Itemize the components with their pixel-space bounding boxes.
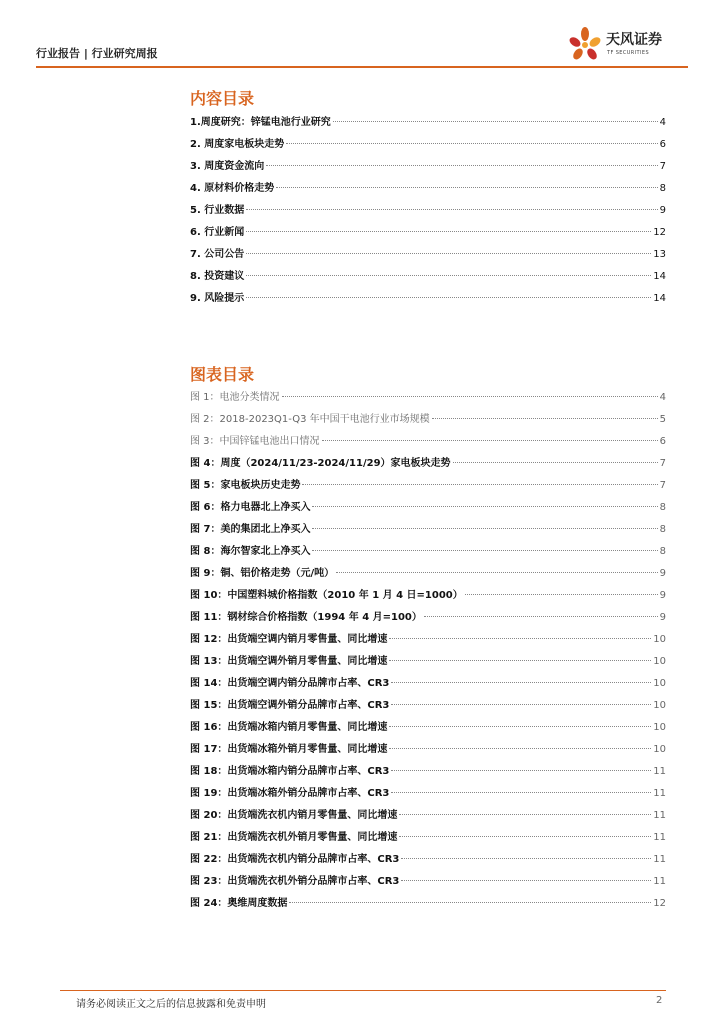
- figure-entry[interactable]: [190, 541, 666, 563]
- figure-entry-label: 图 19：出货端冰箱外销分品牌市占率、CR3: [190, 788, 390, 799]
- figure-entry-page: 4: [659, 392, 666, 403]
- toc-entry-label: 4. 原材料价格走势: [190, 183, 275, 194]
- figure-entry[interactable]: [190, 563, 666, 585]
- dot-leader: [302, 484, 657, 485]
- figure-entry-page: 10: [653, 700, 666, 711]
- dot-leader: [286, 143, 657, 144]
- toc-entry-page: 14: [653, 271, 666, 282]
- figure-entry-page: 6: [659, 436, 666, 447]
- figure-entry-page: 8: [659, 524, 666, 535]
- figure-entry-label: 图 9：铜、铝价格走势（元/吨）: [190, 568, 335, 579]
- figures-title: 图表目录: [190, 365, 255, 384]
- toc-entry-page: 13: [653, 249, 666, 260]
- figure-entry[interactable]: [190, 387, 666, 409]
- dot-leader: [289, 902, 651, 903]
- toc-entry-label: 8. 投资建议: [190, 271, 245, 282]
- figure-entry-label: 图 2：2018-2023Q1-Q3 年中国干电池行业市场规模: [190, 414, 430, 425]
- figure-entry-label: 图 5：家电板块历史走势: [190, 480, 301, 491]
- footer-divider: [60, 990, 666, 991]
- figure-entry-page: 11: [653, 876, 666, 887]
- figure-entry[interactable]: [190, 585, 666, 607]
- dot-leader: [391, 704, 651, 705]
- figure-entry-label: 图 6：格力电器北上净买入: [190, 502, 311, 513]
- figure-entry-label: 图 3：中国锌锰电池出口情况: [190, 436, 320, 447]
- dot-leader: [336, 572, 658, 573]
- toc-entry[interactable]: [190, 244, 666, 266]
- dot-leader: [246, 209, 657, 210]
- figure-entry-label: 图 20：出货端洗衣机内销月零售量、同比增速: [190, 810, 398, 821]
- toc-entry-page: 7: [659, 161, 666, 172]
- figure-entry-label: 图 12：出货端空调内销月零售量、同比增速: [190, 634, 388, 645]
- toc-entry[interactable]: [190, 266, 666, 288]
- page-number: 2: [656, 995, 663, 1006]
- figure-entry[interactable]: [190, 475, 666, 497]
- figure-entry-label: 图 23：出货端洗衣机外销分品牌市占率、CR3: [190, 876, 400, 887]
- dot-leader: [312, 550, 657, 551]
- contents-list: [190, 112, 666, 310]
- toc-entry-page: 6: [659, 139, 666, 150]
- dot-leader: [322, 440, 658, 441]
- header-divider: [36, 66, 688, 68]
- figure-entry-page: 10: [653, 744, 666, 755]
- figure-entry[interactable]: [190, 805, 666, 827]
- figure-entry-page: 10: [653, 678, 666, 689]
- figure-entry[interactable]: [190, 431, 666, 453]
- figure-entry-label: 图 1：电池分类情况: [190, 392, 280, 403]
- figure-entry-page: 9: [659, 590, 666, 601]
- figure-entry-page: 12: [653, 898, 666, 909]
- toc-entry[interactable]: [190, 288, 666, 310]
- toc-entry[interactable]: [190, 222, 666, 244]
- figure-entry-label: 图 16：出货端冰箱内销月零售量、同比增速: [190, 722, 388, 733]
- dot-leader: [424, 616, 658, 617]
- dot-leader: [391, 682, 651, 683]
- figure-entry-page: 10: [653, 634, 666, 645]
- toc-entry[interactable]: [190, 112, 666, 134]
- dot-leader: [465, 594, 658, 595]
- toc-entry-label: 2. 周度家电板块走势: [190, 139, 285, 150]
- logo-name-en: TF SECURITIES: [607, 50, 650, 56]
- figure-entry-label: 图 21：出货端洗衣机外销月零售量、同比增速: [190, 832, 398, 843]
- toc-entry-label: 3. 周度资金流向: [190, 161, 265, 172]
- figure-entry-label: 图 8：海尔智家北上净买入: [190, 546, 311, 557]
- dot-leader: [391, 792, 651, 793]
- figure-entry[interactable]: [190, 739, 666, 761]
- figure-entry-page: 10: [653, 656, 666, 667]
- dot-leader: [389, 660, 651, 661]
- figure-entry-page: 7: [659, 480, 666, 491]
- figure-entry[interactable]: [190, 695, 666, 717]
- figure-entry[interactable]: [190, 629, 666, 651]
- figure-entry-page: 7: [659, 458, 666, 469]
- figure-entry-page: 8: [659, 546, 666, 557]
- dot-leader: [312, 506, 657, 507]
- dot-leader: [246, 275, 651, 276]
- dot-leader: [389, 748, 651, 749]
- toc-entry-page: 4: [659, 117, 666, 128]
- figure-entry[interactable]: [190, 717, 666, 739]
- figure-entry[interactable]: [190, 519, 666, 541]
- dot-leader: [401, 858, 651, 859]
- dot-leader: [453, 462, 658, 463]
- figure-entry[interactable]: [190, 871, 666, 893]
- figure-entry[interactable]: [190, 607, 666, 629]
- figure-entry-page: 11: [653, 832, 666, 843]
- logo-name-cn: 天风证券: [606, 32, 662, 48]
- dot-leader: [246, 231, 651, 232]
- company-logo: [566, 24, 691, 64]
- toc-entry-page: 9: [659, 205, 666, 216]
- figure-entry[interactable]: [190, 409, 666, 431]
- figure-entry-label: 图 10：中国塑料城价格指数（2010 年 1 月 4 日=1000）: [190, 590, 463, 601]
- figure-entry-page: 9: [659, 568, 666, 579]
- figure-entry[interactable]: [190, 761, 666, 783]
- figure-entry[interactable]: [190, 453, 666, 475]
- dot-leader: [276, 187, 657, 188]
- toc-entry-label: 9. 风险提示: [190, 293, 245, 304]
- dot-leader: [391, 770, 651, 771]
- figure-entry-label: 图 15：出货端空调外销分品牌市占率、CR3: [190, 700, 390, 711]
- figure-entry[interactable]: [190, 497, 666, 519]
- dot-leader: [282, 396, 658, 397]
- dot-leader: [389, 726, 651, 727]
- figure-entry-label: 图 7：美的集团北上净买入: [190, 524, 311, 535]
- figure-entry[interactable]: [190, 783, 666, 805]
- toc-entry-label: 1.周度研究：锌锰电池行业研究: [190, 117, 331, 128]
- dot-leader: [399, 836, 651, 837]
- footer-disclaimer: 请务必阅读正文之后的信息披露和免责申明: [76, 999, 266, 1010]
- dot-leader: [389, 638, 651, 639]
- contents-title: 内容目录: [190, 89, 255, 108]
- figure-entry-label: 图 11：钢材综合价格指数（1994 年 4 月=100）: [190, 612, 422, 623]
- toc-entry-page: 12: [653, 227, 666, 238]
- figure-entry-page: 11: [653, 766, 666, 777]
- figure-entry-page: 11: [653, 788, 666, 799]
- toc-entry[interactable]: [190, 134, 666, 156]
- figure-entry-label: 图 4：周度（2024/11/23-2024/11/29）家电板块走势: [190, 458, 451, 469]
- figure-entry[interactable]: [190, 893, 666, 915]
- figure-entry[interactable]: [190, 673, 666, 695]
- figures-list: [190, 387, 666, 915]
- figure-entry-page: 5: [659, 414, 666, 425]
- toc-entry[interactable]: [190, 156, 666, 178]
- dot-leader: [401, 880, 651, 881]
- figure-entry-label: 图 24：奥维周度数据: [190, 898, 288, 909]
- figure-entry-label: 图 14：出货端空调内销分品牌市占率、CR3: [190, 678, 390, 689]
- figure-entry-page: 11: [653, 810, 666, 821]
- figure-entry-label: 图 13：出货端空调外销月零售量、同比增速: [190, 656, 388, 667]
- toc-entry-page: 8: [659, 183, 666, 194]
- figure-entry-page: 10: [653, 722, 666, 733]
- dot-leader: [246, 253, 651, 254]
- figure-entry-page: 11: [653, 854, 666, 865]
- figure-entry-label: 图 18：出货端冰箱内销分品牌市占率、CR3: [190, 766, 390, 777]
- figure-entry[interactable]: [190, 827, 666, 849]
- toc-entry-label: 6. 行业新闻: [190, 227, 245, 238]
- figure-entry-label: 图 22：出货端洗衣机内销分品牌市占率、CR3: [190, 854, 400, 865]
- flower-logo-icon: [566, 26, 604, 64]
- dot-leader: [246, 297, 651, 298]
- toc-entry-page: 14: [653, 293, 666, 304]
- figure-entry[interactable]: [190, 849, 666, 871]
- dot-leader: [432, 418, 658, 419]
- header-title: 行业报告 | 行业研究周报: [36, 47, 158, 60]
- dot-leader: [399, 814, 651, 815]
- toc-entry[interactable]: [190, 178, 666, 200]
- figure-entry-label: 图 17：出货端冰箱外销月零售量、同比增速: [190, 744, 388, 755]
- figure-entry-page: 9: [659, 612, 666, 623]
- toc-entry-label: 5. 行业数据: [190, 205, 245, 216]
- toc-entry[interactable]: [190, 200, 666, 222]
- dot-leader: [266, 165, 657, 166]
- figure-entry-page: 8: [659, 502, 666, 513]
- figure-entry[interactable]: [190, 651, 666, 673]
- dot-leader: [333, 121, 658, 122]
- toc-entry-label: 7. 公司公告: [190, 249, 245, 260]
- dot-leader: [312, 528, 657, 529]
